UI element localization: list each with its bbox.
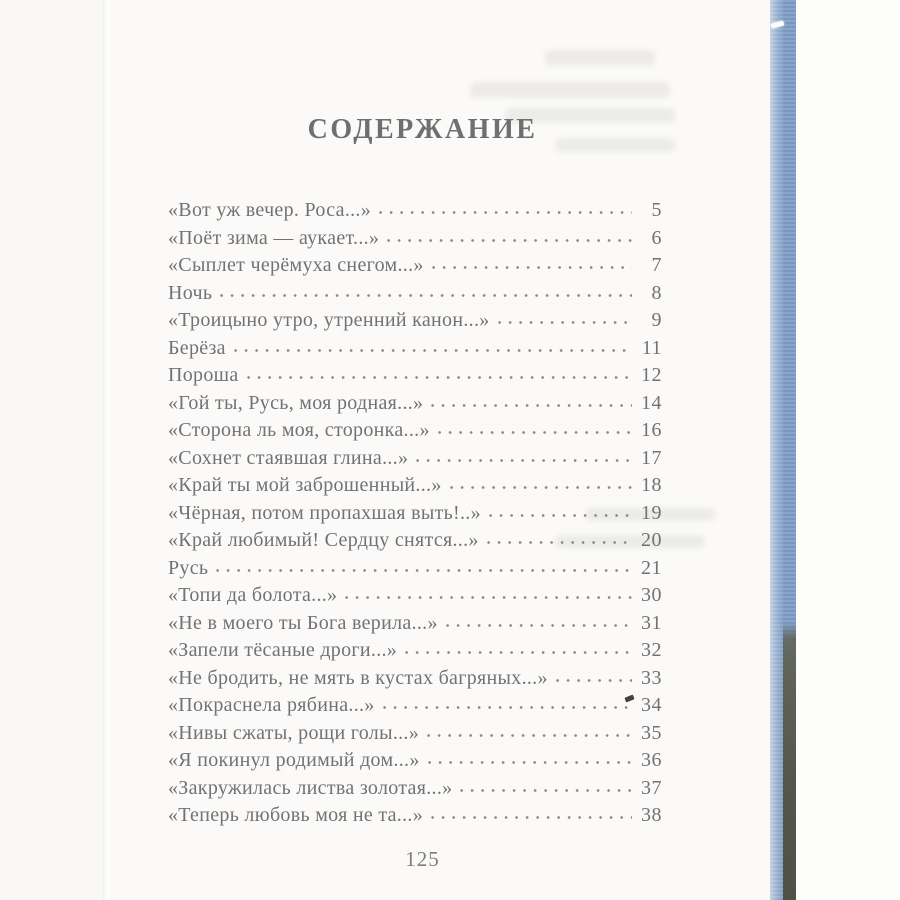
toc-entry-page: 36 — [641, 749, 662, 771]
toc-entry-title: «Край любимый! Сердцу снятся...» — [168, 529, 479, 551]
toc-entry-title: Ночь — [168, 281, 213, 304]
show-through-text-ghost — [470, 82, 670, 98]
toc-entry-title: «Чёрная, потом пропахшая выть!..» — [168, 501, 481, 524]
toc-entry-page: 38 — [641, 804, 662, 826]
toc-row — [168, 502, 662, 530]
dot-leader — [460, 789, 632, 792]
toc-entry-title: «Запели тёсаные дроги...» — [168, 639, 398, 661]
dot-leader — [487, 541, 632, 544]
toc-row — [168, 447, 662, 475]
toc-row — [168, 667, 662, 695]
toc-row — [168, 254, 662, 282]
toc-entry-title: «Гой ты, Русь, моя родная...» — [168, 391, 424, 414]
toc-entry-page: 20 — [641, 529, 662, 551]
toc-entry-title: «Сыплет черёмуха снегом...» — [168, 254, 424, 276]
toc-entry-page: 6 — [651, 226, 662, 249]
toc-entry-page: 33 — [641, 666, 662, 689]
dot-leader — [387, 239, 632, 242]
show-through-text-ghost — [545, 50, 655, 66]
dot-leader — [431, 816, 632, 819]
dot-leader — [432, 266, 632, 269]
toc-entry-title: «Покраснела рябина...» — [168, 694, 375, 716]
toc-entry-page: 8 — [651, 281, 662, 304]
dot-leader — [383, 706, 632, 709]
toc-entry-title: «Поёт зима — аукает...» — [168, 226, 380, 249]
dot-leader — [556, 679, 632, 682]
toc-entry-title: «Теперь любовь моя не та...» — [168, 804, 424, 826]
toc-row — [168, 419, 662, 447]
toc-row — [168, 474, 662, 502]
toc-row — [168, 612, 662, 640]
toc-row — [168, 337, 662, 365]
toc-entry-title: Берёза — [168, 336, 226, 359]
toc-row — [168, 227, 662, 255]
dot-leader — [247, 376, 632, 379]
toc-entry-page: 12 — [641, 364, 662, 386]
toc-entry-page: 37 — [641, 776, 662, 799]
toc-entry-page: 17 — [641, 446, 662, 469]
toc-row — [168, 364, 662, 392]
book-cover-edge-shadow — [783, 622, 796, 900]
toc-entry-title: Пороша — [168, 364, 239, 386]
dot-leader — [428, 761, 632, 764]
toc-row — [168, 557, 662, 585]
toc-row — [168, 639, 662, 667]
toc-row — [168, 309, 662, 337]
toc-entry-title: «Троицыно утро, утренний канон...» — [168, 309, 490, 331]
toc-entry-title: «Край ты мой заброшенный...» — [168, 474, 442, 496]
toc-row — [168, 722, 662, 750]
toc-row — [168, 694, 662, 722]
toc-entry-title: «Сохнет стаявшая глина...» — [168, 446, 409, 469]
dot-leader — [446, 624, 632, 627]
dot-leader — [438, 431, 632, 434]
toc-heading: СОДЕРЖАНИЕ — [307, 114, 538, 145]
toc-row — [168, 529, 662, 557]
dot-leader — [427, 734, 632, 737]
toc-row — [168, 392, 662, 420]
toc-entry-title: «Вот уж вечер. Роса...» — [168, 199, 372, 221]
toc-entry-page: 11 — [641, 336, 662, 359]
toc-entry-page: 18 — [641, 474, 662, 496]
toc-entry-page: 32 — [641, 639, 662, 661]
toc-entry-page: 14 — [641, 391, 662, 414]
toc-entry-title: «Топи да болота...» — [168, 584, 338, 606]
toc-row — [168, 804, 662, 832]
toc-entry-page: 35 — [641, 721, 662, 744]
toc-entry-title: «Не в моего ты Бога верила...» — [168, 611, 438, 634]
toc-entry-page: 30 — [641, 584, 662, 606]
dot-leader — [345, 596, 632, 599]
toc-entry-page: 5 — [651, 199, 662, 221]
toc-entry-title: «Я покинул родимый дом...» — [168, 749, 420, 771]
dot-leader — [220, 294, 632, 297]
dot-leader — [431, 404, 632, 407]
toc-row — [168, 199, 662, 227]
toc-entry-page: 16 — [641, 419, 662, 441]
toc-entry-title: «Закружилась листва золотая...» — [168, 776, 453, 799]
toc-entry-page: 7 — [651, 254, 662, 276]
toc-entry-title: «Сторона ль моя, сторонка...» — [168, 419, 430, 441]
dot-leader — [489, 514, 632, 517]
dot-leader — [234, 349, 632, 352]
dot-leader — [416, 459, 632, 462]
toc-row — [168, 777, 662, 805]
dot-leader — [216, 569, 632, 572]
toc-row — [168, 749, 662, 777]
toc-list — [168, 199, 662, 832]
toc-row — [168, 584, 662, 612]
toc-entry-page: 9 — [651, 309, 662, 331]
toc-entry-title: «Нивы сжаты, рощи голы...» — [168, 721, 420, 744]
toc-entry-title: Русь — [168, 556, 209, 579]
dot-leader — [498, 321, 632, 324]
toc-entry-page: 21 — [641, 556, 662, 579]
toc-entry-page: 31 — [641, 611, 662, 634]
dot-leader — [405, 651, 632, 654]
toc-row — [168, 282, 662, 310]
toc-entry-page: 34 — [641, 694, 662, 716]
toc-entry-title: «Не бродить, не мять в кустах багряных...» — [168, 666, 548, 689]
photo-left-margin — [0, 0, 104, 900]
dot-leader — [379, 211, 632, 214]
photo-right-margin — [796, 0, 900, 900]
page-gutter-edge — [103, 0, 111, 900]
folio-page-number: 125 — [405, 847, 440, 871]
dot-leader — [450, 486, 632, 489]
toc-entry-page: 19 — [641, 501, 662, 524]
